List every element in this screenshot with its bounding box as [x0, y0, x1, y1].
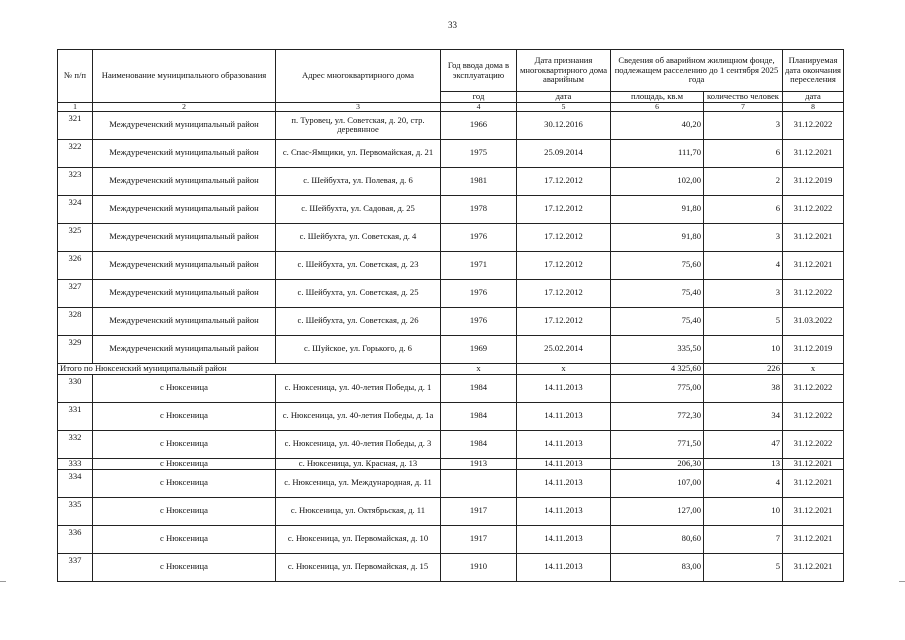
- people-cell: 5: [704, 553, 783, 581]
- municipality-cell: с Нюксеница: [93, 430, 276, 458]
- rows-section-b: [58, 374, 844, 581]
- col-number: 8: [783, 102, 844, 111]
- row-number: 331: [58, 402, 93, 430]
- address-cell: с. Нюксеница, ул. 40-летия Победы, д. 1а: [276, 402, 441, 430]
- people-cell: 6: [704, 139, 783, 167]
- row-number: 332: [58, 430, 93, 458]
- area-cell: 83,00: [611, 553, 704, 581]
- page-number: 33: [448, 20, 457, 30]
- people-cell: 7: [704, 525, 783, 553]
- year-cell: 1917: [441, 525, 517, 553]
- area-cell: 75,40: [611, 307, 704, 335]
- col-number: 3: [276, 102, 441, 111]
- address-cell: с. Нюксеница, ул. Первомайская, д. 15: [276, 553, 441, 581]
- year-cell: 1913: [441, 458, 517, 469]
- municipality-cell: с Нюксеница: [93, 525, 276, 553]
- year-cell: 1969: [441, 335, 517, 363]
- area-cell: 775,00: [611, 374, 704, 402]
- planned-end-cell: 31.12.2022: [783, 430, 844, 458]
- row-number: 337: [58, 553, 93, 581]
- table-row: [58, 307, 844, 335]
- total-area: 4 325,60: [611, 363, 704, 374]
- header-date-emergency: Дата признания многоквартирного дома аварийным: [517, 50, 611, 92]
- planned-end-cell: 31.12.2022: [783, 195, 844, 223]
- planned-end-cell: 31.03.2022: [783, 307, 844, 335]
- table-row: [58, 279, 844, 307]
- municipality-cell: Междуреченский муниципальный район: [93, 195, 276, 223]
- area-cell: 102,00: [611, 167, 704, 195]
- table-row: [58, 497, 844, 525]
- date-cell: 17.12.2012: [517, 279, 611, 307]
- date-cell: 14.11.2013: [517, 497, 611, 525]
- date-cell: 14.11.2013: [517, 374, 611, 402]
- subheader-year: год: [441, 92, 517, 103]
- municipality-cell: Междуреченский муниципальный район: [93, 279, 276, 307]
- col-number: 5: [517, 102, 611, 111]
- address-cell: с. Нюксеница, ул. Октябрьская, д. 11: [276, 497, 441, 525]
- year-cell: 1971: [441, 251, 517, 279]
- table-row: [58, 111, 844, 139]
- address-cell: с. Шейбухта, ул. Полевая, д. 6: [276, 167, 441, 195]
- col-number: 7: [704, 102, 783, 111]
- subheader-date: дата: [517, 92, 611, 103]
- address-cell: с. Нюксеница, ул. Международная, д. 11: [276, 469, 441, 497]
- year-cell: 1976: [441, 307, 517, 335]
- year-cell: 1978: [441, 195, 517, 223]
- right-margin-mark: [899, 581, 905, 582]
- date-cell: 17.12.2012: [517, 223, 611, 251]
- header-planned-end: Планируемая дата окончания переселения: [783, 50, 844, 92]
- people-cell: 4: [704, 469, 783, 497]
- municipality-cell: Междуреченский муниципальный район: [93, 223, 276, 251]
- row-number: 326: [58, 251, 93, 279]
- table-row: [58, 525, 844, 553]
- year-cell: 1984: [441, 430, 517, 458]
- planned-end-cell: 31.12.2021: [783, 251, 844, 279]
- row-number: 323: [58, 167, 93, 195]
- table-row: [58, 251, 844, 279]
- area-cell: 111,70: [611, 139, 704, 167]
- left-margin-mark: [0, 581, 6, 582]
- address-cell: п. Туровец, ул. Советская, д. 20, стр. деревянное: [276, 111, 441, 139]
- planned-end-cell: 31.12.2021: [783, 458, 844, 469]
- planned-end-cell: 31.12.2022: [783, 374, 844, 402]
- area-cell: 40,20: [611, 111, 704, 139]
- header-info-group: Сведения об аварийном жилищном фонде, подлежащем расселению до 1 сентября 2025 года: [611, 50, 783, 92]
- planned-end-cell: 31.12.2019: [783, 335, 844, 363]
- address-cell: с. Нюксеница, ул. 40-летия Победы, д. 3: [276, 430, 441, 458]
- table-row: [58, 223, 844, 251]
- municipality-cell: с Нюксеница: [93, 497, 276, 525]
- year-cell: 1976: [441, 279, 517, 307]
- table-row: [58, 335, 844, 363]
- date-cell: 14.11.2013: [517, 458, 611, 469]
- total-label: Итого по Нюксенский муниципальный район: [58, 363, 441, 374]
- municipality-cell: Междуреченский муниципальный район: [93, 251, 276, 279]
- municipality-cell: Междуреченский муниципальный район: [93, 111, 276, 139]
- date-cell: 14.11.2013: [517, 402, 611, 430]
- municipality-cell: с Нюксеница: [93, 402, 276, 430]
- municipality-cell: Междуреченский муниципальный район: [93, 335, 276, 363]
- area-cell: 75,40: [611, 279, 704, 307]
- address-cell: с. Шуйское, ул. Горького, д. 6: [276, 335, 441, 363]
- address-cell: с. Нюксеница, ул. Первомайская, д. 10: [276, 525, 441, 553]
- date-cell: 17.12.2012: [517, 307, 611, 335]
- column-number-row: [58, 102, 844, 111]
- date-cell: 14.11.2013: [517, 430, 611, 458]
- planned-end-cell: 31.12.2022: [783, 111, 844, 139]
- people-cell: 2: [704, 167, 783, 195]
- housing-register-table: [57, 49, 844, 582]
- municipality-cell: с Нюксеница: [93, 374, 276, 402]
- header-municipality: Наименование муниципального образования: [93, 50, 276, 103]
- date-cell: 14.11.2013: [517, 469, 611, 497]
- address-cell: с. Нюксеница, ул. 40-летия Победы, д. 1: [276, 374, 441, 402]
- planned-end-cell: 31.12.2021: [783, 525, 844, 553]
- row-number: 335: [58, 497, 93, 525]
- address-cell: с. Шейбухта, ул. Советская, д. 26: [276, 307, 441, 335]
- date-cell: 25.02.2014: [517, 335, 611, 363]
- year-cell: 1984: [441, 402, 517, 430]
- date-cell: 14.11.2013: [517, 553, 611, 581]
- header-row: [58, 50, 844, 92]
- row-number: 329: [58, 335, 93, 363]
- planned-end-cell: 31.12.2022: [783, 279, 844, 307]
- people-cell: 3: [704, 223, 783, 251]
- row-number: 333: [58, 458, 93, 469]
- table-row: [58, 430, 844, 458]
- year-cell: 1981: [441, 167, 517, 195]
- municipality-cell: с Нюксеница: [93, 553, 276, 581]
- people-cell: 10: [704, 497, 783, 525]
- row-number: 322: [58, 139, 93, 167]
- total-year: x: [441, 363, 517, 374]
- municipality-cell: Междуреченский муниципальный район: [93, 307, 276, 335]
- people-cell: 3: [704, 111, 783, 139]
- area-cell: 91,80: [611, 195, 704, 223]
- rows-section-a: [58, 111, 844, 363]
- year-cell: [441, 469, 517, 497]
- col-number: 2: [93, 102, 276, 111]
- date-cell: 17.12.2012: [517, 167, 611, 195]
- planned-end-cell: 31.12.2021: [783, 469, 844, 497]
- date-cell: 17.12.2012: [517, 251, 611, 279]
- people-cell: 5: [704, 307, 783, 335]
- row-number: 325: [58, 223, 93, 251]
- subheader-area: площадь, кв.м: [611, 92, 704, 103]
- people-cell: 34: [704, 402, 783, 430]
- area-cell: 335,50: [611, 335, 704, 363]
- area-cell: 127,00: [611, 497, 704, 525]
- table-row: [58, 469, 844, 497]
- header-num: № п/п: [58, 50, 93, 103]
- table-row: [58, 374, 844, 402]
- subheader-date2: дата: [783, 92, 844, 103]
- planned-end-cell: 31.12.2019: [783, 167, 844, 195]
- date-cell: 25.09.2014: [517, 139, 611, 167]
- planned-end-cell: 31.12.2022: [783, 402, 844, 430]
- address-cell: с. Шейбухта, ул. Советская, д. 23: [276, 251, 441, 279]
- table-row: [58, 139, 844, 167]
- col-number: 4: [441, 102, 517, 111]
- total-date: x: [517, 363, 611, 374]
- people-cell: 6: [704, 195, 783, 223]
- people-cell: 13: [704, 458, 783, 469]
- row-number: 336: [58, 525, 93, 553]
- header-year-built: Год ввода дома в эксплуатацию: [441, 50, 517, 92]
- date-cell: 30.12.2016: [517, 111, 611, 139]
- municipality-cell: с Нюксеница: [93, 469, 276, 497]
- year-cell: 1976: [441, 223, 517, 251]
- address-cell: с. Спас-Ямщики, ул. Первомайская, д. 21: [276, 139, 441, 167]
- area-cell: 772,30: [611, 402, 704, 430]
- total-people: 226: [704, 363, 783, 374]
- people-cell: 47: [704, 430, 783, 458]
- row-number: 321: [58, 111, 93, 139]
- table-row: [58, 458, 844, 469]
- total-section: [58, 363, 844, 374]
- area-cell: 107,00: [611, 469, 704, 497]
- row-number: 334: [58, 469, 93, 497]
- table-row: [58, 195, 844, 223]
- table-row: [58, 402, 844, 430]
- year-cell: 1975: [441, 139, 517, 167]
- area-cell: 75,60: [611, 251, 704, 279]
- people-cell: 4: [704, 251, 783, 279]
- area-cell: 206,30: [611, 458, 704, 469]
- address-cell: с. Шейбухта, ул. Советская, д. 4: [276, 223, 441, 251]
- people-cell: 38: [704, 374, 783, 402]
- table-row: [58, 553, 844, 581]
- row-number: 328: [58, 307, 93, 335]
- col-number: 6: [611, 102, 704, 111]
- row-number: 324: [58, 195, 93, 223]
- year-cell: 1966: [441, 111, 517, 139]
- subheader-people: количество человек: [704, 92, 783, 103]
- people-cell: 10: [704, 335, 783, 363]
- planned-end-cell: 31.12.2021: [783, 553, 844, 581]
- area-cell: 80,60: [611, 525, 704, 553]
- row-number: 330: [58, 374, 93, 402]
- address-cell: с. Шейбухта, ул. Советская, д. 25: [276, 279, 441, 307]
- year-cell: 1917: [441, 497, 517, 525]
- area-cell: 771,50: [611, 430, 704, 458]
- header-address: Адрес многоквартирного дома: [276, 50, 441, 103]
- year-cell: 1984: [441, 374, 517, 402]
- area-cell: 91,80: [611, 223, 704, 251]
- planned-end-cell: 31.12.2021: [783, 139, 844, 167]
- municipality-cell: Междуреченский муниципальный район: [93, 167, 276, 195]
- row-number: 327: [58, 279, 93, 307]
- address-cell: с. Шейбухта, ул. Садовая, д. 25: [276, 195, 441, 223]
- total-end: x: [783, 363, 844, 374]
- date-cell: 14.11.2013: [517, 525, 611, 553]
- planned-end-cell: 31.12.2021: [783, 223, 844, 251]
- municipality-cell: Междуреченский муниципальный район: [93, 139, 276, 167]
- people-cell: 3: [704, 279, 783, 307]
- date-cell: 17.12.2012: [517, 195, 611, 223]
- total-row: [58, 363, 844, 374]
- col-number: 1: [58, 102, 93, 111]
- table-row: [58, 167, 844, 195]
- municipality-cell: с Нюксеница: [93, 458, 276, 469]
- planned-end-cell: 31.12.2021: [783, 497, 844, 525]
- address-cell: с. Нюксеница, ул. Красная, д. 13: [276, 458, 441, 469]
- year-cell: 1910: [441, 553, 517, 581]
